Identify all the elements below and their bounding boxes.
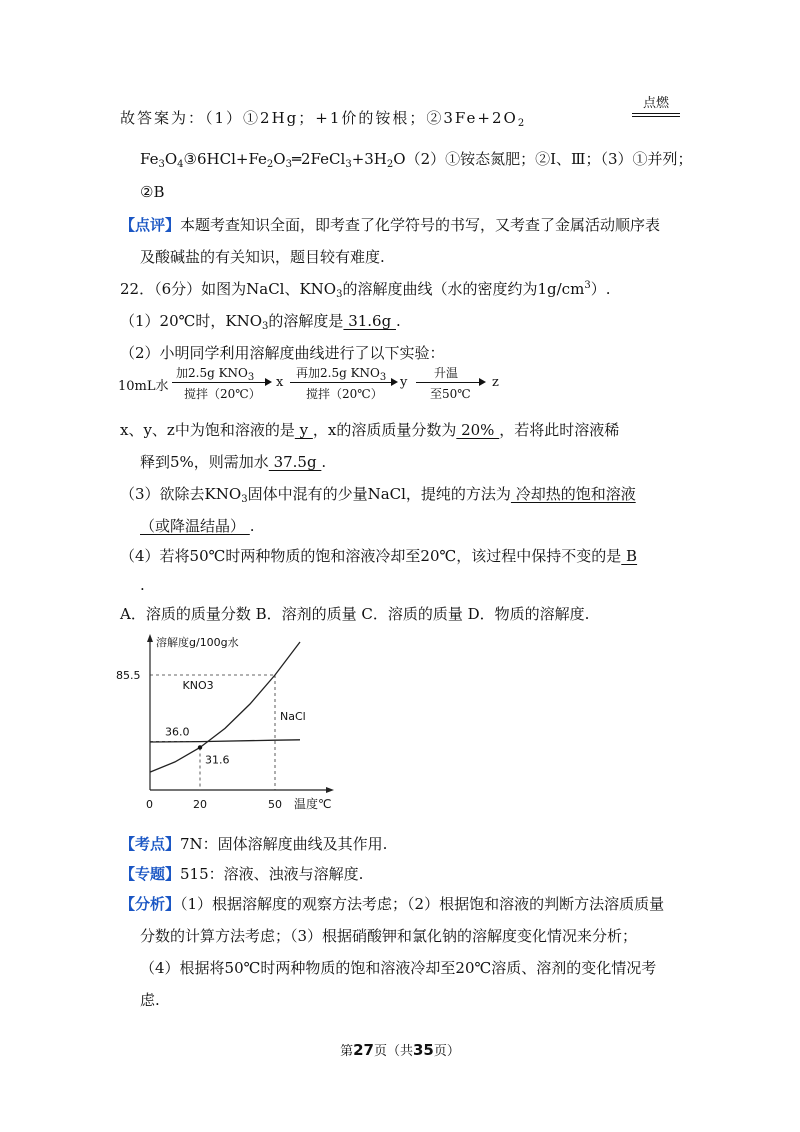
flow-y: y: [400, 375, 408, 390]
fenxi-tag: 【分析】: [120, 895, 181, 913]
fenxi-line-3: （4）根据将50℃时两种物质的饱和溶液冷却至20℃溶质、溶剂的变化情况考: [140, 959, 657, 977]
comment-line-2: 及酸碱盐的有关知识，题目较有难度.: [140, 248, 385, 266]
q22-options: A．溶质的质量分数 B．溶剂的质量 C．溶质的质量 D．物质的溶解度.: [120, 605, 590, 623]
answer-line-3: ②B: [140, 183, 165, 201]
comment-tag: 【点评】: [120, 216, 181, 234]
flow-arrow1-bottom: 搅拌（20℃）: [184, 387, 261, 401]
flow-arrow2: [290, 382, 396, 383]
flow-z: z: [492, 375, 499, 390]
fenxi-line-2: 分数的计算方法考虑；（3）根据硝酸钾和氯化钠的溶解度变化情况来分析；: [140, 927, 638, 945]
q22-part2-question: x、y、z中为饱和溶液的是 y ，x的溶质质量分数为 20% ，若将此时溶液稀: [120, 421, 620, 439]
flow-arrow3-top: 升温: [434, 366, 459, 380]
x-tick-label: 0: [146, 798, 153, 811]
reaction-condition: 点燃: [632, 92, 680, 117]
q22-part1: （1）20℃时，$KNO_3$的溶解度是 31.6g .: [120, 312, 401, 332]
flow-arrow3-bottom: 至50℃: [430, 387, 471, 401]
zhuanti-tag: 【专题】: [120, 865, 181, 883]
flow-arrow1: [172, 382, 270, 383]
solubility-chart: [110, 632, 350, 814]
annotation-31-6: 31.6: [205, 753, 230, 767]
flow-arrow2-bottom: 搅拌（20℃）: [306, 387, 383, 401]
page-number: 27: [353, 1041, 374, 1059]
flow-start: 10mL水: [118, 379, 169, 394]
x-tick-label: 50: [268, 798, 282, 811]
q22-stem: 22．（6分）如图为NaCl、$KNO_3$的溶解度曲线（水的密度约为$1g/cm^3$）.: [120, 280, 611, 300]
answer-line-2: $Fe_3O_4③6HCl+Fe_2O_3═2FeCl_3+3H_2O(2)①$铵态氮肥；②Ⅰ、Ⅲ；（3）①并列；: [140, 150, 693, 170]
q22-part3-cont: （或降温结晶） .: [140, 517, 255, 535]
page-total: 35: [413, 1041, 434, 1059]
y-axis-label: 溶解度g/100g水: [156, 636, 239, 649]
x-axis-arrow: [326, 787, 334, 793]
q22-part4-end: .: [140, 576, 145, 594]
kaodian-line: 【考点】7N：固体溶解度曲线及其作用.: [120, 835, 388, 853]
y-tick-label: 85.5: [116, 668, 141, 682]
flow-arrow2-top: 再加2.5g $KNO_3$: [296, 366, 387, 383]
q22-part2: （2）小明同学利用溶解度曲线进行了以下实验：: [120, 344, 445, 362]
x-tick-label: 20: [193, 798, 207, 811]
kaodian-tag: 【考点】: [120, 835, 181, 853]
answer-line-1: 故答案为：（1）①2Hg；+1价的铵根；$②3Fe+2O_2$: [120, 109, 527, 129]
zhuanti-line: 【专题】515：溶液、浊液与溶解度.: [120, 865, 364, 883]
series-label-kno3: KNO3: [182, 679, 214, 693]
q22-part4: （4）若将50℃时两种物质的饱和溶液冷却至20℃，该过程中保持不变的是 B: [120, 547, 638, 565]
annotation-36-0: 36.0: [165, 725, 190, 739]
fenxi-line-4: 虑.: [140, 991, 160, 1009]
point-31-6: [198, 745, 202, 749]
series-label-nacl: NaCl: [280, 710, 306, 724]
flow-arrow1-top: 加2.5g $KNO_3$: [176, 366, 255, 383]
flow-x: x: [276, 375, 284, 390]
comment-line-1: 【点评】本题考查知识全面，即考查了化学符号的书写，又考查了金属活动顺序表: [120, 216, 661, 234]
fenxi-line-1: 【分析】（1）根据溶解度的观察方法考虑；（2）根据饱和溶液的判断方法溶质质量: [120, 895, 665, 913]
x-axis-label: 温度℃: [294, 797, 332, 811]
page-footer: 第27页（共35页）: [340, 1041, 460, 1059]
q22-part3: （3）欲除去$KNO_3$固体中混有的少量NaCl，提纯的方法为 冷却热的饱和溶液: [120, 485, 636, 505]
flow-arrow3: [416, 382, 484, 383]
y-axis-arrow: [147, 634, 153, 642]
series-line-nacl: [150, 740, 300, 742]
q22-part2-question-cont: 释到5%，则需加水 37.5g .: [140, 453, 327, 471]
